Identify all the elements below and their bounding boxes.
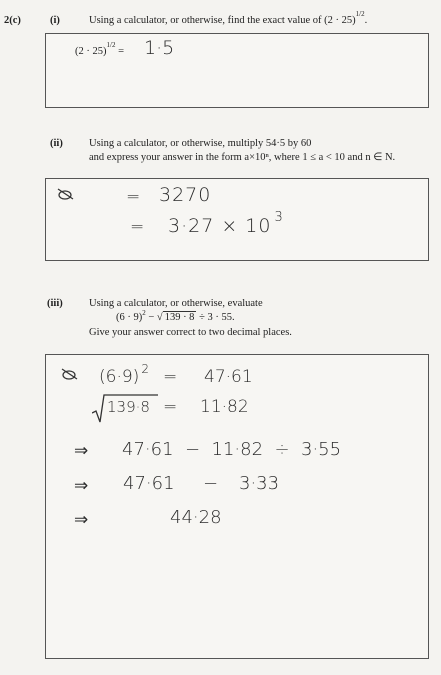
work-line5: 44·28 (170, 507, 222, 528)
part-ii-prompt-line2: and express your answer in the form a×10ⁿ, where 1 ≤ a < 10 and n ∈ N. (89, 152, 396, 163)
part-i-lhs-text: (2 · 25) (75, 46, 107, 57)
part-i-answer-lhs (75, 41, 124, 59)
part-i-prompt (89, 10, 368, 28)
part-ii-eq2: = (130, 217, 145, 237)
work-line4-c: 3·33 (239, 473, 280, 494)
work-line1-lhs (99, 362, 149, 387)
part-ii-answer2 (168, 210, 284, 237)
part-ii-answer2-exponent: 3 (274, 210, 284, 225)
work-l2-radicand: 139·8 (107, 398, 150, 416)
work-line1-rhs: 47·61 (204, 367, 253, 387)
implies-arrow-icon: ⇒ (74, 510, 89, 530)
part-ii-eq1: = (126, 187, 141, 207)
part-iii-expression (116, 311, 235, 325)
expr-sqrt-sign: √ (156, 312, 163, 323)
part-i-answer: 1·5 (144, 37, 175, 59)
part-i-label: (i) (50, 15, 60, 26)
part-i-prompt-end: . (364, 15, 368, 26)
work-l1-base: (6·9) (99, 367, 140, 387)
answer-box-iii[interactable] (45, 354, 429, 659)
implies-arrow-icon: ⇒ (74, 441, 89, 461)
question-number: 2(c) (4, 15, 21, 26)
part-i-lhs-exponent: 1/2 (106, 41, 116, 49)
answer-box-i[interactable] (45, 33, 429, 108)
work-line3: 47·61 − 11·82 ÷ 3·55 (122, 439, 342, 460)
part-iii-prompt-line1: Using a calculator, or otherwise, evaluate (89, 298, 263, 309)
work-line2-rhs: 11·82 (200, 397, 249, 417)
part-i-equals: = (118, 46, 124, 57)
implies-arrow-icon: ⇒ (74, 476, 89, 496)
expr-minus: − (148, 312, 155, 323)
part-ii-label: (ii) (50, 138, 63, 149)
part-i-prompt-text: Using a calculator, or otherwise, find the exact value of (2 · 25) (89, 15, 356, 26)
expr-exponent: 2 (142, 309, 146, 317)
part-iii-prompt-line3: Give your answer correct to two decimal places. (89, 327, 292, 338)
expr-base: (6 · 9) (116, 312, 143, 323)
part-i-prompt-exponent: 1/2 (355, 10, 365, 18)
pen-mark-icon (56, 187, 76, 206)
work-line4-b: − (203, 473, 219, 494)
expr-radicand: 139 · 8 (164, 312, 195, 323)
part-iii-label: (iii) (47, 298, 63, 309)
pen-mark-icon (60, 367, 80, 386)
part-ii-answer1: 3270 (159, 184, 212, 206)
work-line2-sqrt (92, 393, 160, 423)
work-line1-eq: = (163, 367, 178, 387)
work-line4-a: 47·61 (123, 473, 175, 494)
work-l1-exponent: 2 (141, 362, 149, 376)
part-ii-prompt-line1: Using a calculator, or otherwise, multiply 54·5 by 60 (89, 138, 312, 149)
part-ii-answer2-text: 3·27 × 10 (168, 215, 272, 237)
work-line2-eq: = (163, 397, 178, 417)
expr-tail: ÷ 3 · 55. (199, 312, 235, 323)
answer-box-ii[interactable] (45, 178, 429, 261)
